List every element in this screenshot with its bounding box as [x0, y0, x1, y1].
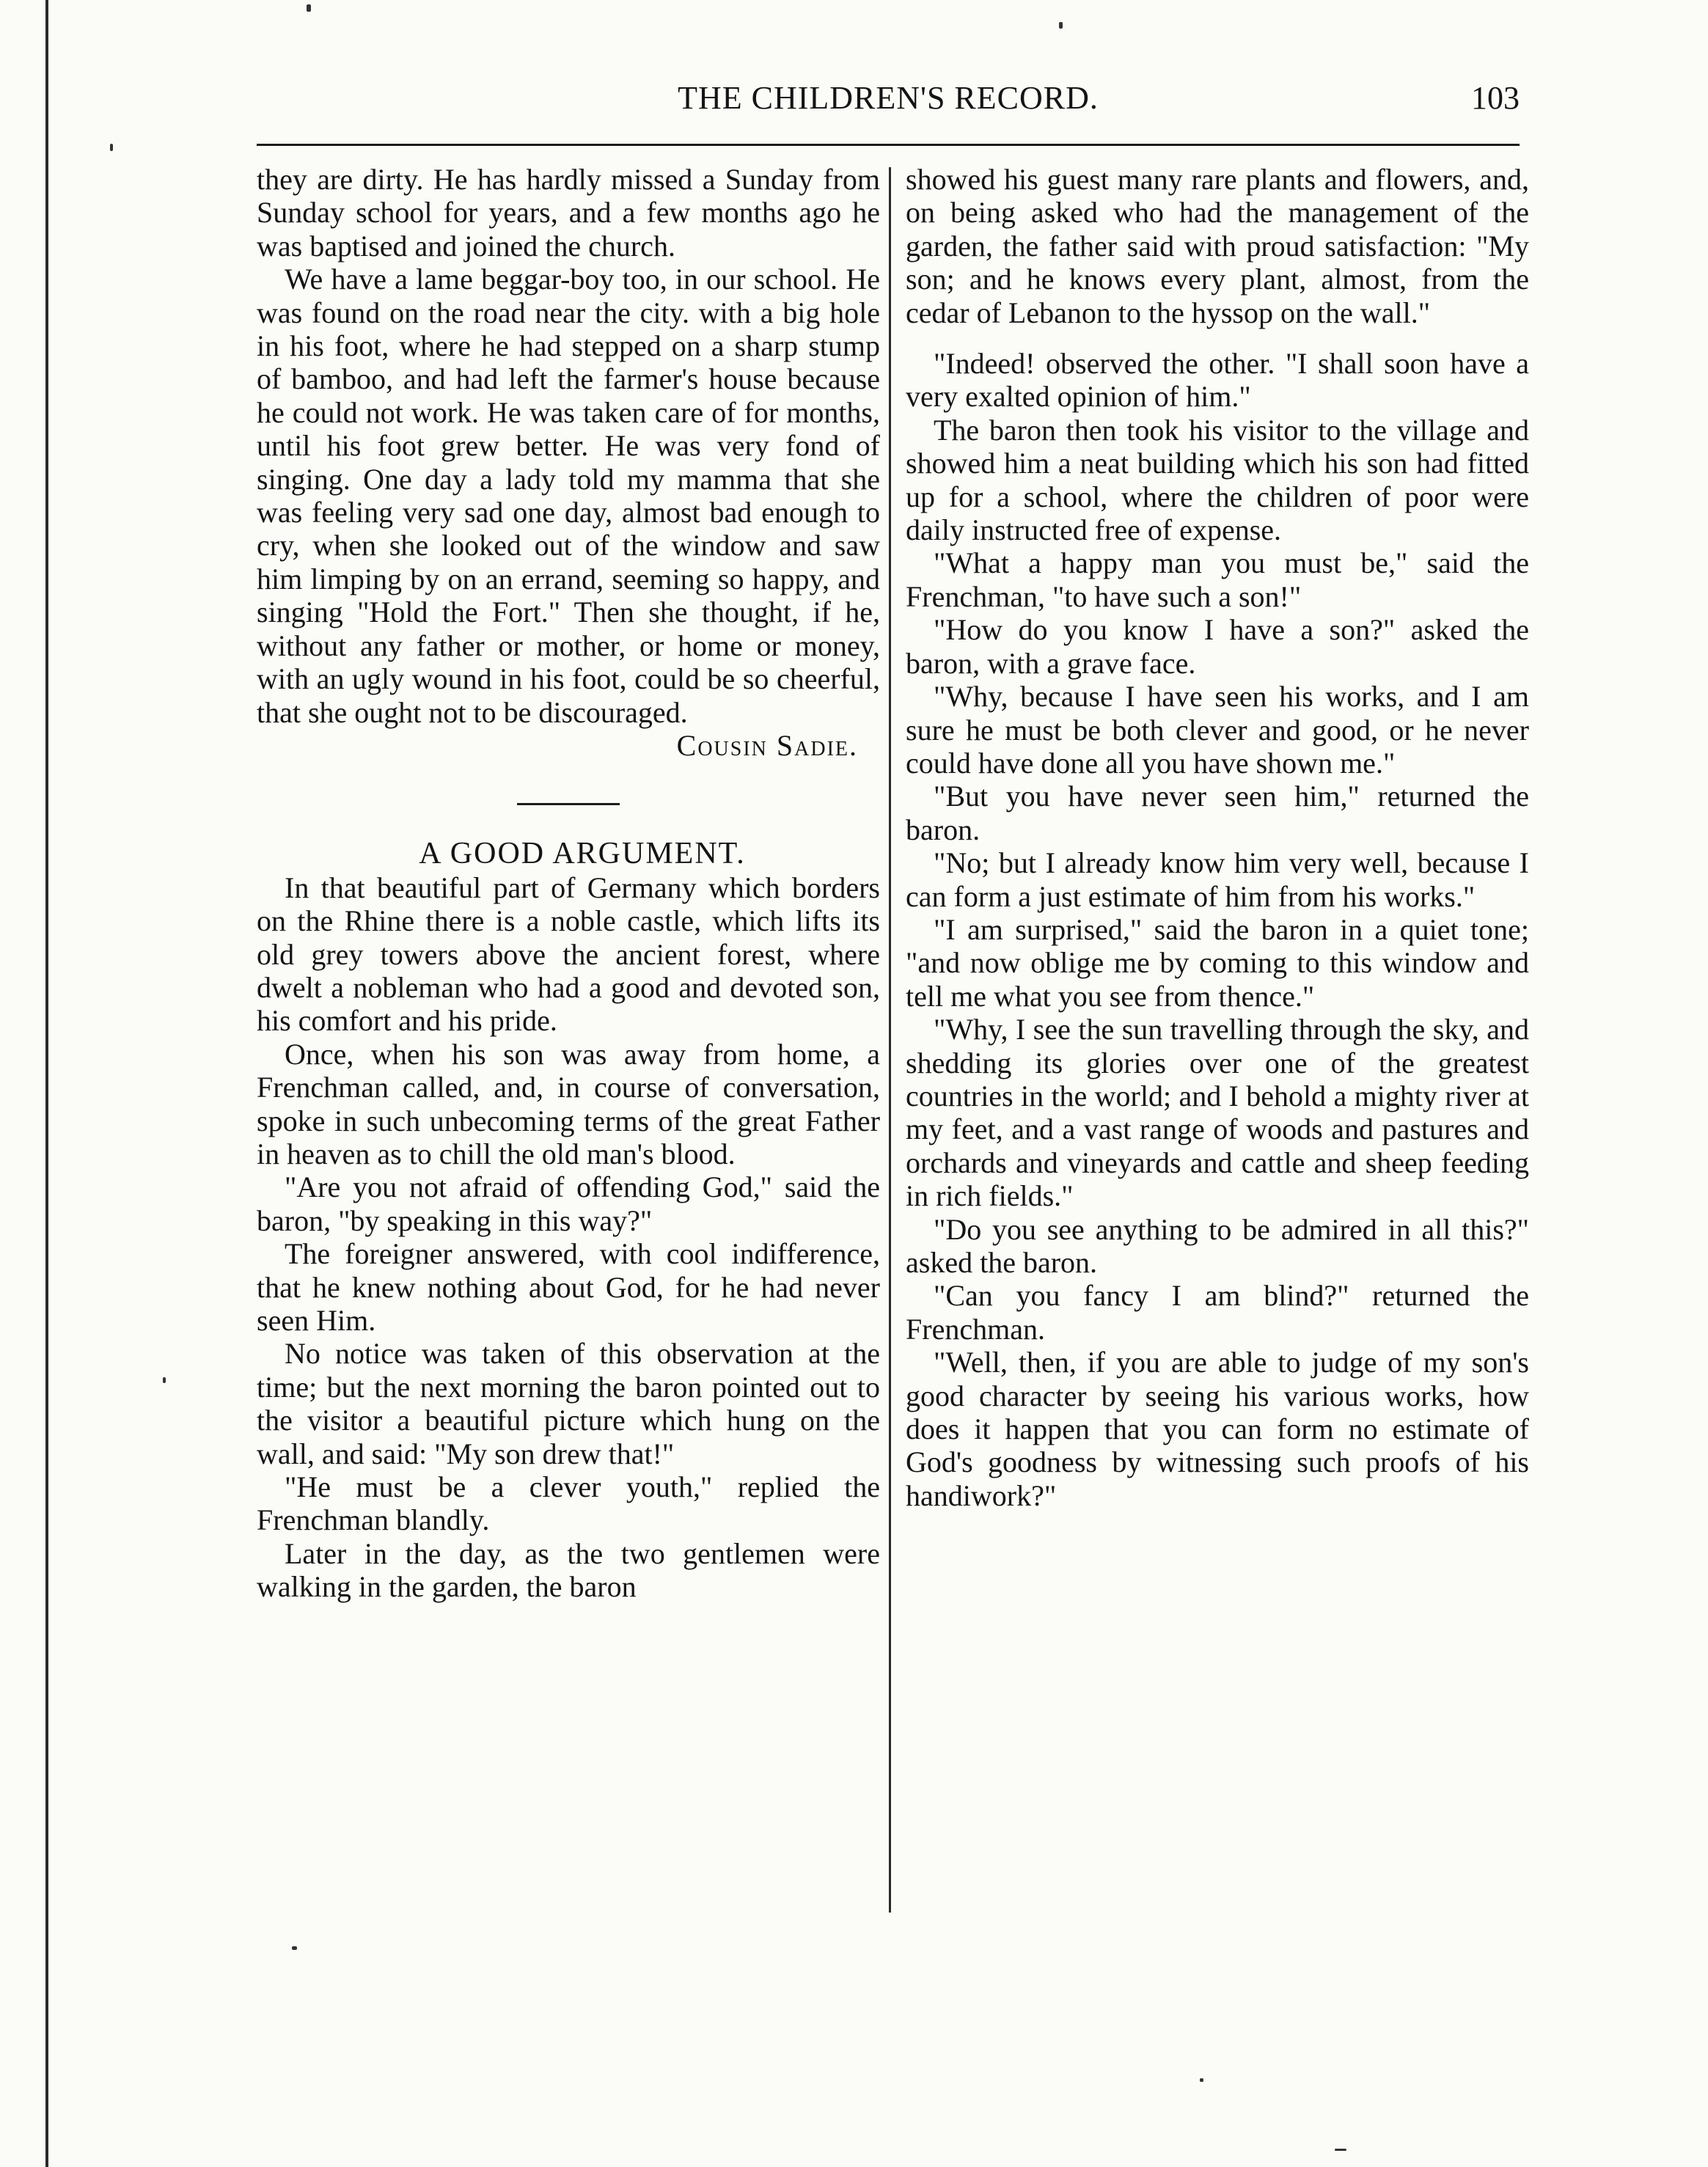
paragraph: No notice was taken of this observation at the time; but the next morning the baron pointed out to the visitor a beautiful picture which hung on the wall, and said: "My son drew that!"	[257, 1337, 880, 1470]
left-column	[257, 163, 880, 1604]
page-number: 103	[1471, 80, 1520, 116]
paragraph: "No; but I already know him very well, because I can form a just estimate of him from his works."	[906, 846, 1529, 913]
paragraph: The baron then took his visitor to the village and showed him a neat building which his son had fitted up for a school, where the children of poor were daily instructed free of expense.	[906, 413, 1529, 547]
scan-speck	[1335, 2149, 1346, 2151]
paragraph: "But you have never seen him," returned the baron.	[906, 780, 1529, 846]
paragraph: "Are you not afraid of offending God," said the baron, "by speaking in this way?"	[257, 1170, 880, 1237]
paragraph: In that beautiful part of Germany which borders on the Rhine there is a noble castle, which lifts its old grey towers above the ancient forest, where dwelt a nobleman who had a good and devoted son, his comfort and his pride.	[257, 870, 880, 1038]
binding-edge-line	[45, 0, 48, 2167]
scan-speck	[1059, 22, 1063, 29]
right-column	[906, 163, 1529, 1512]
paragraph: "How do you know I have a son?" asked the baron, with a grave face.	[906, 613, 1529, 680]
paragraph: Once, when his son was away from home, a Frenchman called, and, in course of conversation, spoke in such unbecoming terms of the great Father in heaven as to chill the old man's blood.	[257, 1037, 880, 1170]
paragraph: "I am surprised," said the baron in a quiet tone; "and now oblige me by coming to this window and tell me what you see from thence."	[906, 912, 1529, 1013]
paragraph: "Why, because I have seen his works, and I am sure he must be both clever and good, or he never could have done all you have shown me."	[906, 680, 1529, 780]
scan-speck	[307, 4, 311, 12]
paragraph: Later in the day, as the two gentlemen were walking in the garden, the baron	[257, 1536, 880, 1604]
paragraph: "Indeed! observed the other. "I shall soon have a very exalted opinion of him."	[906, 347, 1529, 414]
scan-speck	[1200, 2078, 1203, 2082]
page-header	[257, 79, 1520, 123]
paragraph: "Can you fancy I am blind?" returned the Frenchman.	[906, 1279, 1529, 1346]
paragraph: showed his guest many rare plants and flowers, and, on being asked who had the management of the garden, the father said with proud satisfaction: "My son; and he knows every plant, almost, from the cedar of Lebanon to the hyssop on the wall."	[906, 163, 1529, 329]
paragraph: The foreigner answered, with cool indifference, that he knew nothing about God, for he had never seen Him.	[257, 1237, 880, 1337]
paragraph: they are dirty. He has hardly missed a Sunday from Sunday school for years, and a few months ago he was baptised and joined the church.	[257, 163, 880, 263]
letter-signature: Cousin Sadie.	[676, 728, 858, 762]
section-divider-rule	[517, 803, 620, 805]
column-divider	[889, 167, 891, 1913]
scan-speck	[292, 1946, 297, 1950]
scan-speck	[163, 1377, 166, 1383]
scan-speck	[110, 144, 113, 151]
paragraph: "What a happy man you must be," said the Frenchman, "to have such a son!"	[906, 546, 1529, 613]
paragraph: "He must be a clever youth," replied the Frenchman blandly.	[257, 1470, 880, 1537]
section-heading: A GOOD ARGUMENT.	[419, 837, 746, 871]
running-title: THE CHILDREN'S RECORD.	[678, 80, 1099, 116]
paragraph: "Do you see anything to be admired in all this?" asked the baron.	[906, 1212, 1529, 1279]
paragraph: We have a lame beggar-boy too, in our school. He was found on the road near the city. with a big hole in his foot, where he had stepped on a sharp stump of bamboo, and had left the farmer's house because he could not work. He was taken care of for months, until his foot grew better. He was very fond of singing. One day a lady told my mamma that she was feeling very sad one day, almost bad enough to cry, when she looked out of the window and saw him limping by on an errand, seeming so happy, and singing "Hold the Fort." Then she thought, if he, without any father or mother, or home or money, with an ugly wound in his foot, could be so cheerful, that she ought not to be discouraged.	[257, 263, 880, 729]
paragraph: "Why, I see the sun travelling through the sky, and shedding its glories over one of the greatest countries in the world; and I behold a mighty river at my feet, and a vast range of woods and pastures and orchards and vineyards and cattle and sheep feeding in rich fields."	[906, 1013, 1529, 1213]
paragraph: "Well, then, if you are able to judge of my son's good character by seeing his various works, how does it happen that you can form no estimate of God's goodness by witnessing such proofs of his handiwork?"	[906, 1346, 1529, 1512]
header-rule	[257, 144, 1520, 146]
